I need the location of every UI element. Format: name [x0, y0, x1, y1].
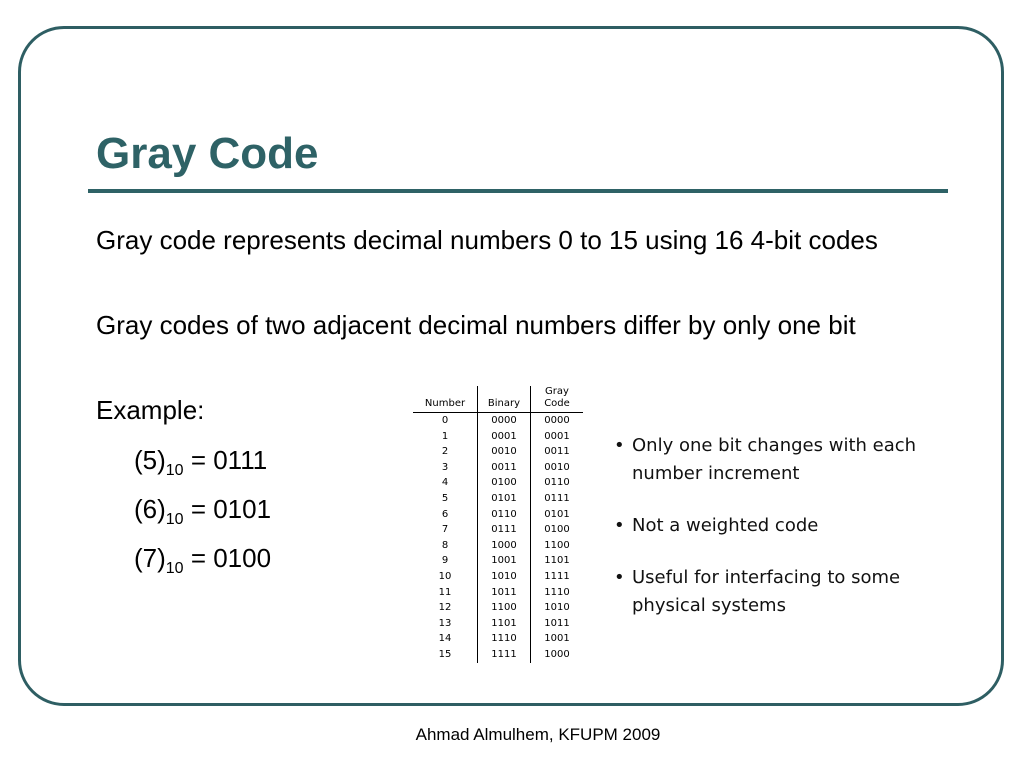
header-gray-code — [531, 386, 584, 413]
table-row — [413, 475, 583, 491]
example-6 — [134, 491, 271, 528]
example-code: = 0111 — [190, 445, 268, 475]
example-base: 10 — [165, 560, 184, 577]
cell-binary: 0001 — [478, 429, 531, 445]
cell-gray: 1011 — [531, 616, 584, 632]
cell-gray: 1100 — [531, 538, 584, 554]
cell-number: 9 — [441, 555, 449, 567]
table-row — [413, 553, 583, 569]
side-note-item — [612, 512, 932, 540]
table-header-row — [413, 386, 583, 413]
cell-binary: 1010 — [478, 569, 531, 585]
table-row — [413, 600, 583, 616]
cell-binary: 1100 — [478, 600, 531, 616]
table-row — [413, 507, 583, 523]
cell-binary: 0010 — [478, 444, 531, 460]
cell-number: 7 — [441, 524, 449, 536]
gray-code-table — [413, 386, 583, 663]
cell-number: 8 — [441, 539, 449, 551]
bullet-dot-icon: • — [614, 515, 625, 536]
bullet-example-label: Example: — [96, 395, 205, 425]
bullet-adjacent-differ: Gray codes of two adjacent decimal numbers differ by only one bit — [96, 310, 856, 340]
bullet-dot-icon: • — [614, 567, 625, 588]
table-row — [413, 522, 583, 538]
cell-gray: 0111 — [531, 491, 584, 507]
example-7 — [134, 540, 271, 577]
cell-number: 2 — [441, 446, 449, 458]
cell-binary: 1000 — [478, 538, 531, 554]
cell-binary: 0110 — [478, 507, 531, 523]
cell-gray: 1111 — [531, 569, 584, 585]
table-row — [413, 444, 583, 460]
side-notes-list — [612, 432, 932, 644]
cell-binary: 1110 — [478, 631, 531, 647]
cell-number: 3 — [441, 461, 449, 473]
bullet-gray-code-range: Gray code represents decimal numbers 0 to 15 using 16 4-bit codes — [96, 225, 878, 255]
cell-gray: 0101 — [531, 507, 584, 523]
cell-number: 10 — [438, 570, 452, 582]
footer-credit: Ahmad Almulhem, KFUPM 2009 — [415, 725, 661, 744]
header-gray-line2: Code — [544, 398, 570, 409]
table-row — [413, 569, 583, 585]
cell-gray: 1110 — [531, 585, 584, 601]
cell-gray: 0010 — [531, 460, 584, 476]
cell-binary: 0000 — [478, 413, 531, 429]
cell-gray: 1000 — [531, 647, 584, 663]
table-row — [413, 413, 583, 429]
slide-title: Gray Code — [96, 129, 319, 178]
example-base: 10 — [165, 462, 184, 479]
cell-gray: 0100 — [531, 522, 584, 538]
example-5 — [134, 442, 267, 479]
table-row — [413, 429, 583, 445]
header-number: Number — [413, 386, 478, 413]
header-binary: Binary — [478, 386, 531, 413]
cell-number: 14 — [438, 633, 452, 645]
header-gray-line1: Gray — [545, 386, 569, 397]
cell-number: 0 — [441, 415, 449, 426]
table-row — [413, 616, 583, 632]
cell-gray: 1001 — [531, 631, 584, 647]
cell-number: 13 — [438, 617, 452, 629]
example-number: (7) — [134, 543, 166, 573]
cell-number: 15 — [438, 648, 452, 660]
cell-gray: 0011 — [531, 444, 584, 460]
cell-binary: 0111 — [478, 522, 531, 538]
table-row — [413, 538, 583, 554]
cell-binary: 1111 — [478, 647, 531, 663]
cell-gray: 0001 — [531, 429, 584, 445]
example-code: = 0101 — [190, 494, 272, 524]
example-code: = 0100 — [190, 543, 272, 573]
title-underline — [88, 189, 948, 193]
cell-number: 6 — [441, 508, 449, 520]
example-number: (5) — [134, 445, 166, 475]
cell-number: 4 — [441, 477, 449, 489]
side-note-item — [612, 564, 932, 620]
cell-number: 11 — [438, 586, 452, 598]
example-base: 10 — [165, 511, 184, 528]
cell-binary: 0100 — [478, 475, 531, 491]
table-row — [413, 585, 583, 601]
side-note-text: Useful for interfacing to some physical systems — [632, 567, 901, 616]
cell-binary: 1101 — [478, 616, 531, 632]
cell-gray: 0110 — [531, 475, 584, 491]
cell-gray: 1101 — [531, 553, 584, 569]
cell-binary: 0101 — [478, 491, 531, 507]
table-body — [413, 413, 583, 663]
cell-binary: 1001 — [478, 553, 531, 569]
side-note-item — [612, 432, 932, 488]
table-row — [413, 631, 583, 647]
bullet-dot-icon: • — [614, 435, 625, 456]
table-row — [413, 491, 583, 507]
side-note-text: Not a weighted code — [632, 515, 819, 536]
cell-binary: 1011 — [478, 585, 531, 601]
cell-gray: 0000 — [531, 413, 584, 429]
cell-number: 5 — [441, 492, 449, 504]
cell-number: 12 — [438, 602, 452, 614]
example-number: (6) — [134, 494, 166, 524]
table-row — [413, 647, 583, 663]
cell-binary: 0011 — [478, 460, 531, 476]
side-note-text: Only one bit changes with each number increment — [632, 435, 917, 484]
cell-number: 1 — [441, 430, 449, 442]
table-row — [413, 460, 583, 476]
cell-gray: 1010 — [531, 600, 584, 616]
